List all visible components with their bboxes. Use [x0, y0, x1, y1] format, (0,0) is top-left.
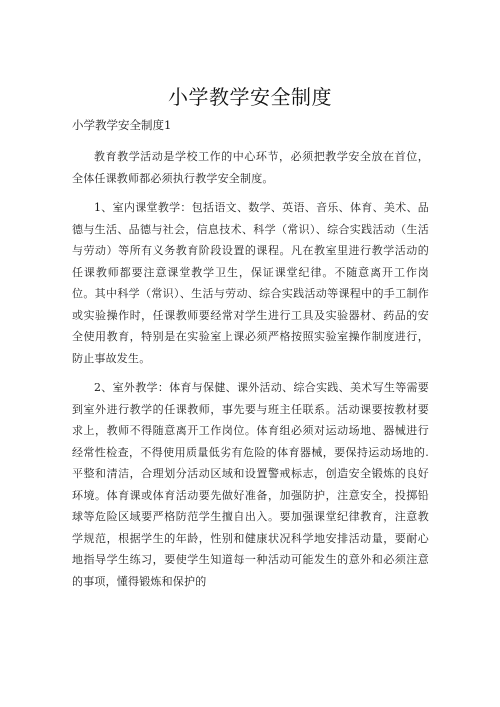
paragraph-outdoor-teaching: 2、室外教学：体育与保健、课外活动、综合实践、美术写生等需要到室外进行教学的任课教师，事先要与班主任联系。活动课要按教材要求上，教师不得随意离开工作岗位。体育组必须对运动场地、器械进行经常性检查，不得使用质量低劣有危险的体育器械，要保持运动场地的.平整和清洁，合理划分活动区域和设置警戒标志，创造安全锻炼的良好环境。体育课或体育活动要先做好准备，加强防护，注意安全，投掷铅球等危险区域要严格防范学生擅自出入。要加强课堂纪律教育，注意教学规范，根据学生的年龄，性别和健康状况科学地安排活动量，要耐心地指导学生练习，要使学生知道每一种活动可能发生的意外和必须注意的事项，懂得锻炼和保护的: [72, 381, 429, 588]
document-body: [72, 146, 429, 600]
paragraph-intro: 教育教学活动是学校工作的中心环节，必须把教学安全放在首位，全体任课教师都必须执行教学安全制度。: [72, 150, 429, 185]
paragraph-indoor-teaching: 1、室内课堂教学：包括语文、数学、英语、音乐、体育、美术、品德与生活、品德与社会，信息技术、科学（常识）、综合实践活动（生活与劳动）等所有义务教育阶段设置的课程。凡在教室里进行教学活动的任课教师都要注意课堂教学卫生，保证课堂纪律。不随意离开工作岗位。其中科学（常识）、生活与劳动、综合实践活动等课程中的手工制作或实验操作时，任课教师要经常对学生进行工具及实验器材、药品的安全使用教育，特别是在实验室上课必须严格按照实验室操作制度进行，防止事故发生。: [72, 201, 429, 365]
document-title: 小学教学安全制度: [168, 85, 332, 109]
document-subtitle: 小学教学安全制度1: [72, 118, 172, 132]
